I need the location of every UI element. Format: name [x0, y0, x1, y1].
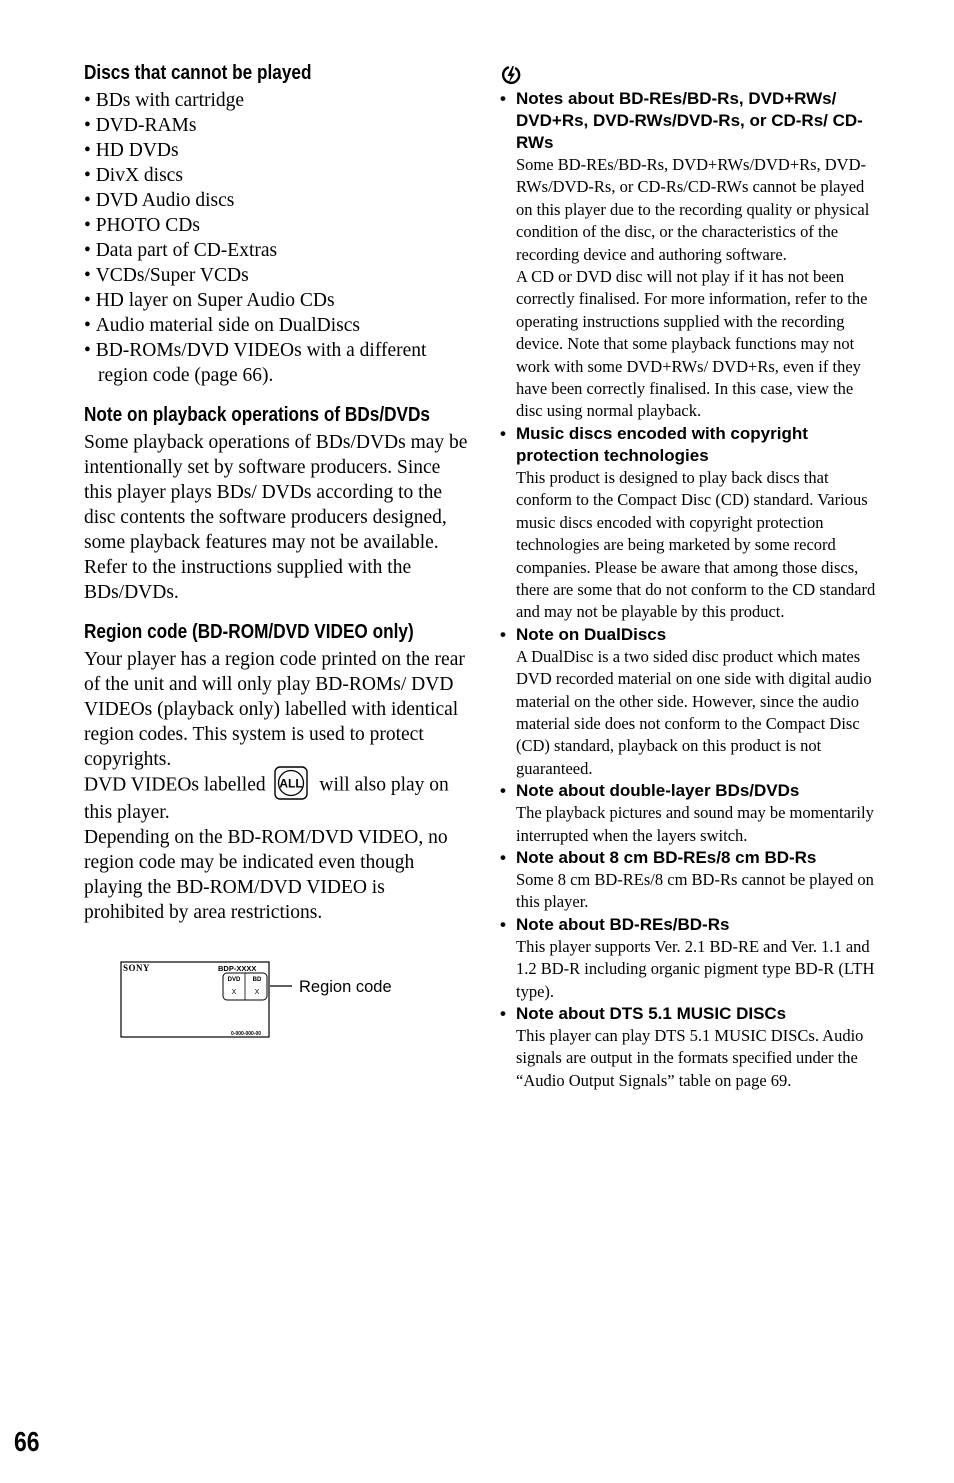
notes-list	[500, 88, 882, 1092]
note-text: Some BD-REs/BD-Rs, DVD+RWs/DVD+Rs, DVD-RWs/DVD-Rs, or CD-Rs/CD-RWs cannot be played on this player due to the recording quality or physical condition of the disc, or the characteristics of the recording device and authoring software.	[516, 155, 870, 264]
list-item: • DVD-RAMs	[84, 113, 468, 138]
list-item: • Note about DTS 5.1 MUSIC DISCs This player can play DTS 5.1 MUSIC DISCs. Audio signals are output in the formats specified under the “Audio Output Signals” table on page 69.	[500, 1003, 882, 1092]
serial-number: 0-000-000-00	[231, 1031, 262, 1037]
brand-logo: SONY	[123, 963, 151, 973]
list-item: • HD DVDs	[84, 138, 468, 163]
note-text: This player supports Ver. 2.1 BD-RE and Ver. 1.1 and 1.2 BD-R including organic pigment type BD-R (LTH type).	[516, 936, 875, 1001]
list-item: • Music discs encoded with copyright protection technologies This product is designed to play back discs that conform to the Compact Disc (CD) standard. Various music discs encoded with copyright protection technologies are being marketed by some record companies. Please be aware that among those discs, there are some that do not conform to the CD standard and may not be playable by this product.	[500, 423, 882, 624]
list-item: • BD-ROMs/DVD VIDEOs with a different region code (page 66).	[84, 338, 468, 388]
dvd-region-value: X	[231, 989, 237, 996]
right-column	[500, 60, 882, 1092]
region-paragraph-2	[84, 772, 468, 825]
list-item: • BDs with cartridge	[84, 88, 468, 113]
note-text: This product is designed to play back discs that conform to the Compact Disc (CD) standard. Various music discs encoded with copyright protection technologies are being marketed by some record companies. Please be aware that among those discs, there are some that do not conform to the CD standard and may not be playable by this product.	[516, 467, 876, 622]
region-text-after-logo: will also play on this player.	[84, 774, 449, 823]
list-item: • Note about double-layer BDs/DVDs The playback pictures and sound may be momentarily interrupted when the layers switch.	[500, 780, 882, 847]
region-code-label-diagram	[120, 960, 420, 1040]
note-heading: Note about double-layer BDs/DVDs	[516, 781, 800, 801]
list-item: • Data part of CD-Extras	[84, 238, 468, 263]
note-text: A DualDisc is a two sided disc product which mates DVD recorded material on one side with digital audio material on the other side. However, since the audio material side does not conform to the Compact Disc (CD) standard, playback on this product is not guaranteed.	[516, 646, 872, 778]
note-heading: Note about 8 cm BD-REs/8 cm BD-Rs	[516, 847, 817, 867]
note-text: Some 8 cm BD-REs/8 cm BD-Rs cannot be played on this player.	[516, 869, 874, 912]
note-text: This player can play DTS 5.1 MUSIC DISCs. Audio signals are output in the formats specified under the “Audio Output Signals” table on page 69.	[516, 1026, 864, 1090]
note-heading: Note about DTS 5.1 MUSIC DISCs	[516, 1004, 787, 1023]
list-item: • Audio material side on DualDiscs	[84, 313, 468, 338]
region-paragraph-3: Depending on the BD-ROM/DVD VIDEO, no region code may be indicated even though playing the BD-ROM/DVD VIDEO is prohibited by area restrictions.	[84, 827, 448, 923]
model-label: BDP-XXXX	[218, 964, 257, 973]
discs-section	[84, 60, 468, 388]
region-section	[84, 619, 468, 925]
list-item: • Note about 8 cm BD-REs/8 cm BD-Rs Some 8 cm BD-REs/8 cm BD-Rs cannot be played on this player.	[500, 847, 882, 914]
region-paragraph-1: Your player has a region code printed on the rear of the unit and will only play BD-ROMs/ DVD VIDEOs (playback only) labelled with identical region codes. This system is used to protect copyrights.	[84, 649, 465, 770]
list-item: • Note on DualDiscs A DualDisc is a two sided disc product which mates DVD recorded material on one side with digital audio material on the other side. However, since the audio material side does not conform to the Compact Disc (CD) standard, playback on this product is not guaranteed.	[500, 624, 882, 780]
note-text: The playback pictures and sound may be momentarily interrupted when the layers switch.	[516, 803, 874, 845]
discs-list	[84, 88, 468, 388]
playback-section	[84, 402, 468, 605]
playback-heading: Note on playback operations of BDs/DVDs	[84, 404, 430, 426]
note-heading: Note about BD-REs/BD-Rs	[516, 914, 730, 934]
list-item: • DVD Audio discs	[84, 188, 468, 213]
region-text-before-logo: DVD VIDEOs labelled	[84, 774, 266, 796]
region-all-logo-icon	[274, 766, 308, 800]
dvd-region-label: DVD	[227, 977, 241, 983]
all-logo-text: ALL	[279, 776, 304, 791]
list-item: • DivX discs	[84, 163, 468, 188]
region-heading: Region code (BD-ROM/DVD VIDEO only)	[84, 621, 414, 643]
tip-hint-icon	[500, 64, 522, 86]
list-item: • VCDs/Super VCDs	[84, 263, 468, 288]
list-item: • Note about BD-REs/BD-Rs This player supports Ver. 2.1 BD-RE and Ver. 1.1 and 1.2 BD-R including organic pigment type BD-R (LTH type).	[500, 914, 882, 1003]
list-item: • Notes about BD-REs/BD-Rs, DVD+RWs/ DVD+Rs, DVD-RWs/DVD-Rs, or CD-Rs/ CD-RWs Some BD-REs/BD-Rs, DVD+RWs/DVD+Rs, DVD-RWs/DVD-Rs, or CD-Rs/CD-RWs cannot be played on this player due to the recording quality or physical condition of the disc, or the characteristics of the recording device and authoring software. A CD or DVD disc will not play if it has not been correctly finalised. For more information, refer to the operating instructions supplied with the recording device. Note that some playback functions may not work with some DVD+RWs/ DVD+Rs, even if they have been correctly finalised. In this case, view the disc using normal playback.	[500, 88, 882, 423]
left-column	[84, 60, 468, 939]
playback-text: Some playback operations of BDs/DVDs may be intentionally set by software producers. Since this player plays BDs/ DVDs according to the disc contents the software producers designed, some playback features may not be available. Refer to the instructions supplied with the BDs/DVDs.	[84, 432, 468, 603]
bd-region-label: BD	[252, 977, 262, 983]
region-code-callout: Region code	[299, 978, 392, 996]
bd-region-value: X	[254, 989, 260, 996]
note-heading: Note on DualDiscs	[516, 624, 667, 644]
list-item: • PHOTO CDs	[84, 213, 468, 238]
note-heading: Music discs encoded with copyright protection technologies	[516, 423, 808, 465]
note-text: A CD or DVD disc will not play if it has not been correctly finalised. For more information, refer to the operating instructions supplied with the recording device. Note that some playback functions may not work with some DVD+RWs/ DVD+Rs, even if they have been correctly finalised. In this case, view the disc using normal playback.	[516, 267, 868, 421]
note-heading: Notes about BD-REs/BD-Rs, DVD+RWs/ DVD+Rs, DVD-RWs/DVD-Rs, or CD-Rs/ CD-RWs	[516, 89, 863, 152]
discs-heading: Discs that cannot be played	[84, 62, 312, 84]
page-number: 66	[14, 1426, 40, 1457]
list-item: • HD layer on Super Audio CDs	[84, 288, 468, 313]
